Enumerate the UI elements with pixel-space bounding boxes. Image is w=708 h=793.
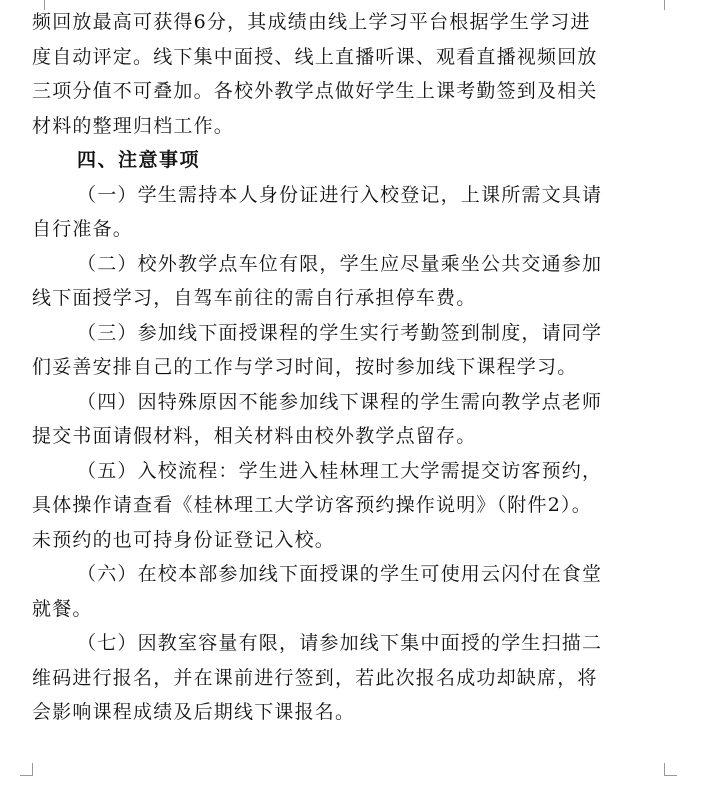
text-line: 线下面授学习，自驾车前往的需自行承担停车费。 bbox=[32, 287, 477, 309]
notice-item-1 bbox=[32, 178, 672, 247]
text-line: 会影响课程成绩及后期线下课报名。 bbox=[32, 701, 356, 723]
text-line: （六）在校本部参加线下面授课的学生可使用云闪付在食堂 bbox=[77, 563, 603, 585]
text-line: 维码进行报名，并在课前进行签到，若此次报名成功却缺席，将 bbox=[32, 666, 598, 689]
margin-corner-mark bbox=[20, 763, 33, 776]
text-line: 提交书面请假材料，相关材料由校外教学点留存。 bbox=[32, 425, 477, 447]
notice-item-6 bbox=[32, 557, 672, 626]
text-line: （三）参加线下面授课程的学生实行考勤签到制度，请同学 bbox=[77, 321, 603, 344]
notice-item-4 bbox=[32, 385, 672, 454]
text-line: 自行准备。 bbox=[32, 218, 134, 240]
notice-item-5 bbox=[32, 454, 672, 558]
notice-item-3 bbox=[32, 316, 672, 385]
text-line: 们妥善安排自己的工作与学习时间，按时参加线下课程学习。 bbox=[32, 356, 578, 378]
text-line: （五）入校流程：学生进入桂林理工大学需提交访客预约， bbox=[77, 459, 603, 482]
text-line: （二）校外教学点车位有限，学生应尽量乘坐公共交通参加 bbox=[77, 252, 603, 275]
text-line: 具体操作请查看《桂林理工大学访客预约操作说明》（附件2）。 bbox=[32, 494, 592, 516]
document-body bbox=[32, 5, 672, 730]
text-line: 三项分值不可叠加。各校外教学点做好学生上课考勤签到及相关 bbox=[32, 80, 598, 102]
text-line: 材料的整理归档工作。 bbox=[32, 114, 235, 137]
text-line: （一）学生需持本人身份证进行入校登记，上课所需文具请 bbox=[77, 183, 603, 206]
text-line: 未预约的也可持身份证登记入校。 bbox=[32, 528, 336, 551]
text-line: 就餐。 bbox=[32, 597, 93, 620]
text-line: （四）因特殊原因不能参加线下课程的学生需向教学点老师 bbox=[77, 390, 603, 413]
section-heading: 四、注意事项 bbox=[77, 149, 201, 171]
text-line: （七）因教室容量有限，请参加线下集中面授的学生扫描二 bbox=[77, 632, 603, 654]
margin-corner-mark bbox=[664, 763, 677, 776]
continuation-paragraph bbox=[32, 5, 672, 143]
notice-item-2 bbox=[32, 247, 672, 316]
notice-item-7 bbox=[32, 626, 672, 730]
text-line: 频回放最高可获得6分，其成绩由线上学习平台根据学生学习进 bbox=[32, 11, 591, 33]
text-line: 度自动评定。线下集中面授、线上直播听课、观看直播视频回放 bbox=[32, 45, 598, 68]
